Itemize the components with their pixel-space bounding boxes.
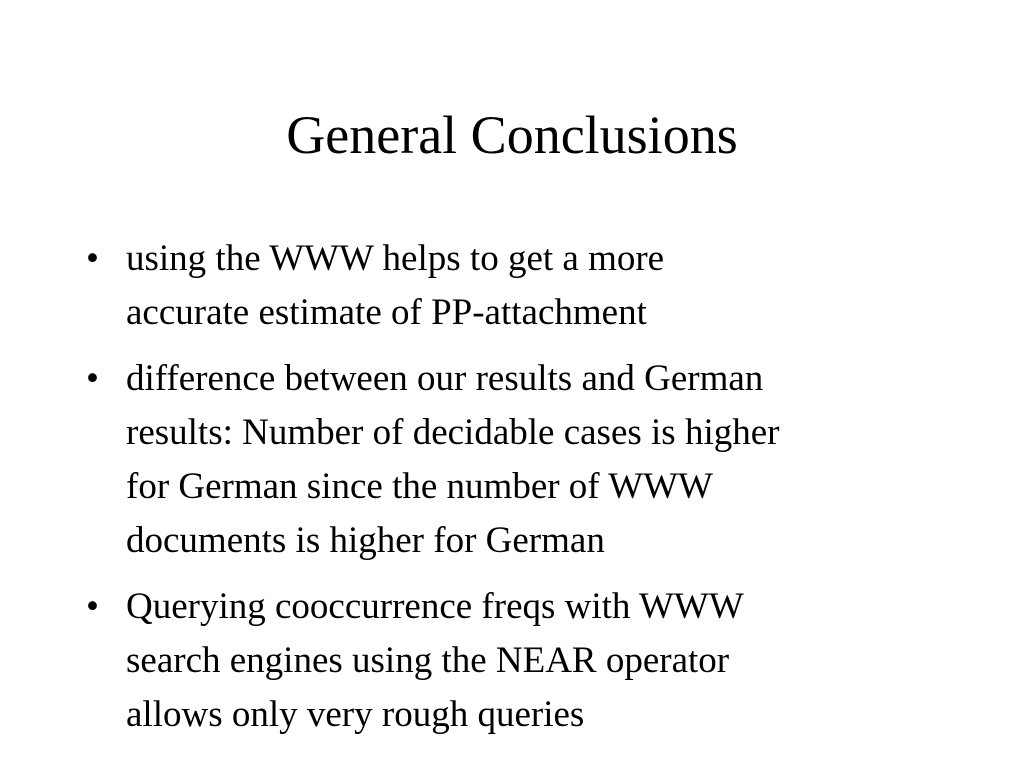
bullet-text-line: results: Number of decidable cases is higher <box>126 412 780 453</box>
bullet-text-line: difference between our results and German <box>126 358 764 399</box>
bullet-text-line: for German since the number of WWW <box>126 466 713 507</box>
bullet-item <box>82 352 942 568</box>
bullet-text-line: Querying cooccurrence freqs with WWW <box>126 586 744 627</box>
bullet-text-line: using the WWW helps to get a more <box>126 238 665 279</box>
bullet-marker: • <box>86 586 99 627</box>
bullet-text-line: documents is higher for German <box>126 520 605 561</box>
bullet-marker: • <box>86 238 99 279</box>
bullet-text-line: allows only very rough queries <box>126 694 585 735</box>
bullet-item <box>82 580 942 742</box>
bullet-text-line: accurate estimate of PP-attachment <box>126 292 647 333</box>
bullet-marker: • <box>86 358 99 399</box>
bullet-item <box>82 232 942 340</box>
bullet-list <box>82 232 942 754</box>
bullet-text-line: search engines using the NEAR operator <box>126 640 730 681</box>
slide-title: General Conclusions <box>286 105 738 165</box>
